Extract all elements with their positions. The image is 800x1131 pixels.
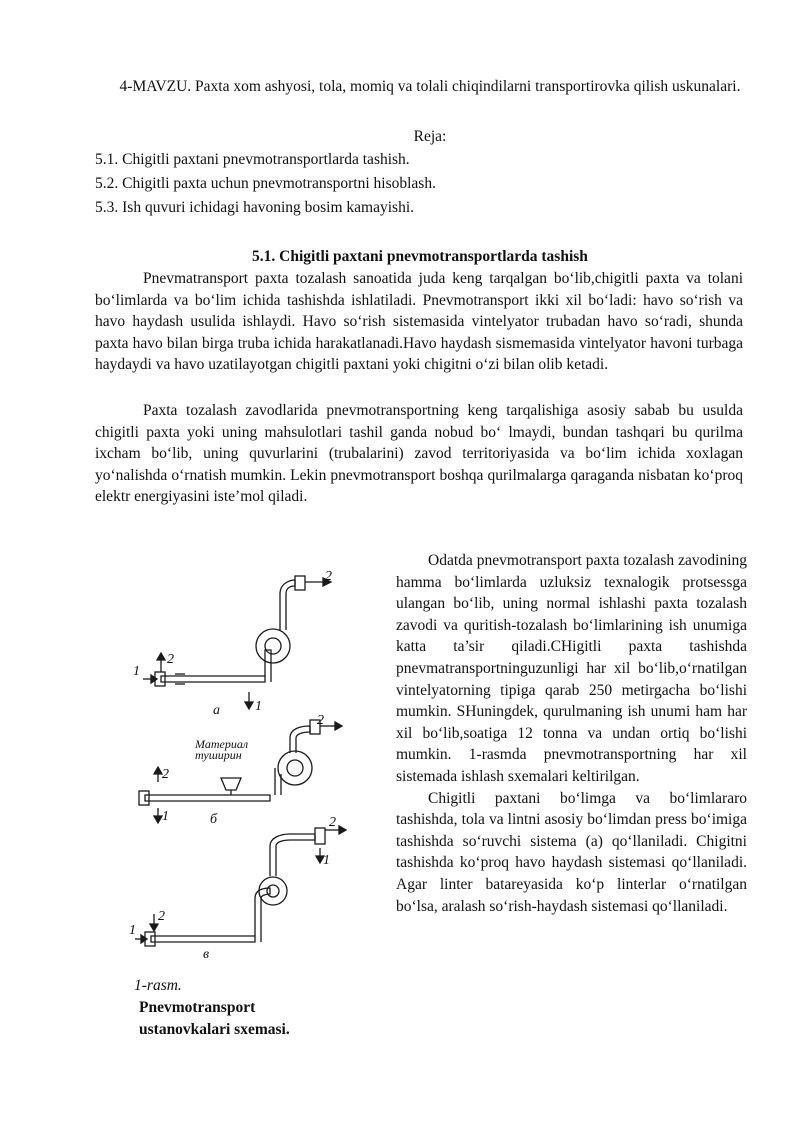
paragraph-3: Odatda pnevmotransport paxta tozalash zavodining hamma bo‘limlarda uzluksiz texnalogik protsessga ulangan bo‘lib, uning normal ishlashi paxta tozalash zavodi va quritish-tozalash bo‘limlarining ish unumiga katta ta’sir qiladi.CHigitli paxta tashishda pnevmatransportninguzunligi har xil bo‘lib,o‘rnatilgan vintelyatorning tipiga qarab 250 metirgacha bo‘lishi mumkin. SHuningdek, qurulmaning ish unumi ham har xil bo‘lib,soatiga 12 tonna va undan ortiq bo‘lishi mumkin. 1-rasmda pnevmotransportning har xil sistemada ishlash sxemalari keltirilgan. (396, 552, 747, 785)
plan-item: 5.3. Ish quvuri ichidagi havoning bosim kamayishi. (95, 199, 415, 216)
paragraph-1: Pnevmatransport paxta tozalash sanoatida juda keng tarqalgan bo‘lib,chigitli paxta va tolani bo‘limlarda va bo‘lim ichida tashishda ishlatiladi. Pnevmotransport ikki xil bo‘ladi: havo so‘rish va havo haydash usulida ishlaydi. Havo so‘rish sistemasida vintelyator trubadan havo so‘radi, shunda paxta havo bilan birga truba ichida harakatlanadi.Havo haydash sismemasida vintelyator havoni turbaga haydaydi va havo uzatilayotgan chigitli paxtani yoki chigitni o‘zi bilan olib ketadi. (95, 270, 743, 373)
scheme-b-hopper (221, 778, 241, 790)
scheme-b-fan (278, 751, 312, 785)
label-2: 2 (329, 815, 336, 830)
section-heading: 5.1. Chigitli paxtani pnevmotransportlarda tashish (252, 248, 588, 265)
scheme-a-label: а (213, 703, 220, 718)
document-title: 4-MAVZU. Paxta xom ashyosi, tola, momiq va tolali chiqindilarni transportirovka qilish uskunalari. (119, 78, 741, 95)
label-1: 1 (162, 809, 169, 824)
scheme-b-label: б (210, 812, 218, 827)
material-label-1: Материал (195, 737, 249, 751)
scheme-a-riser (265, 650, 271, 682)
label-1: 1 (323, 853, 330, 868)
label-1: 1 (255, 699, 262, 714)
caption-line: ustanovkalari sxemasi. (139, 1021, 290, 1038)
label-2: 2 (325, 569, 332, 584)
paragraph-4: Chigitli paxtani bo‘limga va bo‘limlararo tashishda, tola va lintni asosiy bo‘limdan press bo‘imiga tashishda so‘ruvchi sistema (a) qo‘llaniladi. Chigitni tashishda ko‘proq havo haydash sistemasi qo‘llaniladi. Agar linter batareyasida ko‘p linterlar o‘rnatilgan bo‘lsa, aralash so‘rish-haydash sistemasi qo‘llaniladi. (396, 789, 747, 915)
plan-item: 5.2. Chigitli paxta uchun pnevmotransportni hisoblash. (95, 175, 436, 192)
scheme-c-fan (259, 877, 287, 905)
label-1: 1 (133, 664, 140, 679)
scheme-c-pipe (151, 936, 255, 942)
scheme-a-pipe (161, 676, 265, 682)
plan-heading: Reja: (413, 128, 447, 145)
scheme-a-fan (256, 629, 290, 663)
label-1: 1 (129, 923, 136, 938)
material-label-2: туширин (195, 748, 242, 762)
scheme-diagram (125, 568, 387, 970)
scheme-c-label: в (203, 947, 210, 962)
pneumotransport-schemes-figure (125, 568, 387, 970)
scheme-b-inlet (139, 791, 149, 805)
label-2: 2 (167, 652, 174, 667)
label-2: 2 (162, 767, 169, 782)
plan-item: 5.1. Chigitli paxtani pnevmotransportlarda tashish. (95, 151, 410, 168)
figure-number: 1-rasm. (134, 977, 182, 994)
paragraph-2: Paxta tozalash zavodlarida pnevmotransportning keng tarqalishiga asosiy sabab bu usulda chigitli paxta yoki uning mahsulotlari tashil ganda nobud bo‘ lmaydi, bundan tashqari bu qurilma ixcham bo‘lib, uning quvurlarini (trubalarini) zavod territoriyasida va bo‘lim ichida xoxlagan yo‘nalishda o‘rnatish mumkin. Lekin pnevmotransport boshqa qurilmalarga qaraganda nisbatan ko‘proq elektr energiyasini iste’mol qiladi. (95, 402, 743, 505)
right-column-text (396, 550, 747, 917)
label-2: 2 (158, 909, 165, 924)
caption-line: Pnevmotransport (139, 999, 256, 1016)
scheme-b-pipe (145, 795, 270, 801)
scheme-a-outlet (295, 576, 305, 590)
plan-list (95, 149, 765, 221)
scheme-c-outlet (315, 828, 325, 844)
label-2: 2 (317, 713, 324, 728)
figure-caption (139, 997, 379, 1041)
